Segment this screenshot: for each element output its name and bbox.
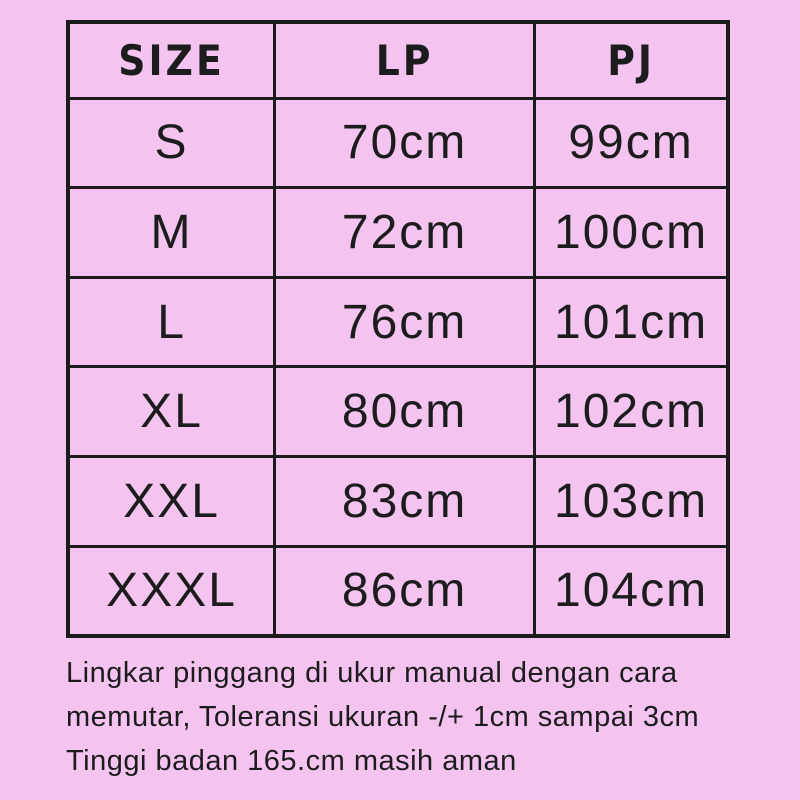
- cell-size: XXXL: [68, 546, 275, 636]
- cell-lp: 72cm: [275, 188, 535, 278]
- cell-pj: 101cm: [535, 277, 728, 367]
- table-header-row: [68, 22, 728, 98]
- note-line: memutar, Toleransi ukuran -/+ 1cm sampai 3cm: [66, 701, 700, 733]
- cell-pj: 104cm: [535, 546, 728, 636]
- cell-size: L: [68, 277, 275, 367]
- cell-lp: 86cm: [275, 546, 535, 636]
- note-line: Lingkar pinggang di ukur manual dengan cara: [66, 657, 678, 689]
- table-row: [68, 367, 728, 457]
- cell-lp: 83cm: [275, 457, 535, 547]
- cell-size: XL: [68, 367, 275, 457]
- note-line: Tinggi badan 165.cm masih aman: [66, 745, 517, 777]
- cell-pj: 103cm: [535, 457, 728, 547]
- header-cell-lp: LP: [275, 22, 535, 98]
- cell-pj: 99cm: [535, 98, 728, 188]
- table-row: [68, 546, 728, 636]
- cell-size: S: [68, 98, 275, 188]
- cell-lp: 76cm: [275, 277, 535, 367]
- header-cell-size: SIZE: [68, 22, 275, 98]
- cell-size: XXL: [68, 457, 275, 547]
- measurement-notes: [66, 651, 766, 783]
- cell-pj: 100cm: [535, 188, 728, 278]
- size-chart-table: [66, 20, 730, 638]
- table-row: [68, 457, 728, 547]
- cell-lp: 70cm: [275, 98, 535, 188]
- header-cell-pj: PJ: [535, 22, 728, 98]
- cell-pj: 102cm: [535, 367, 728, 457]
- cell-size: M: [68, 188, 275, 278]
- table-row: [68, 98, 728, 188]
- table-row: [68, 277, 728, 367]
- table-row: [68, 188, 728, 278]
- cell-lp: 80cm: [275, 367, 535, 457]
